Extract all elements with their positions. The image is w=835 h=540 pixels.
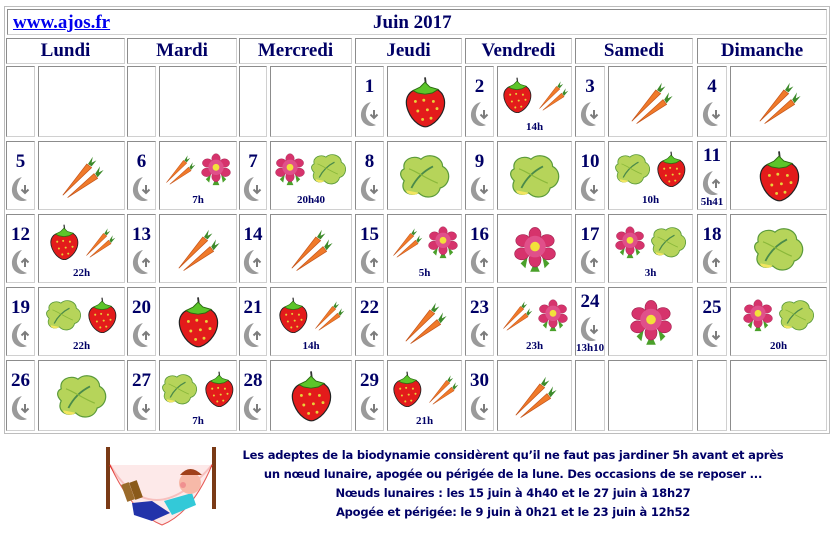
carrot-icon <box>627 78 675 126</box>
moon-descending-icon <box>701 322 723 348</box>
carrot-icon-wrap <box>58 152 106 200</box>
switch-time: 3h <box>644 267 657 279</box>
carrot-icon-wrap <box>511 372 559 420</box>
day-number: 30 <box>470 370 489 391</box>
strawberry-icon-wrap <box>755 149 803 202</box>
plant-icons <box>388 67 461 136</box>
carrot-icon-wrap <box>83 225 117 259</box>
day-number-cell-19 <box>6 287 35 356</box>
day-number-cell-21 <box>239 287 267 356</box>
day-plants-cell-20 <box>159 287 237 356</box>
moon-ascending-icon <box>579 249 601 275</box>
moon-descending-icon <box>359 101 381 127</box>
day-number: 16 <box>470 224 489 245</box>
day-number-cell-17 <box>575 214 605 283</box>
flower-icon <box>741 298 775 332</box>
day-plants-cell-14 <box>270 214 352 283</box>
day-plants-cell-29 <box>387 360 462 431</box>
flower-icon-wrap <box>426 225 460 259</box>
day-plants-cell-24 <box>608 287 693 356</box>
flower-icon <box>426 225 460 259</box>
day-number: 4 <box>707 76 717 97</box>
day-number: 27 <box>132 370 151 391</box>
day-plants-cell-13 <box>159 214 237 283</box>
moon-ascending-icon <box>469 249 491 275</box>
plant-icons <box>609 288 692 355</box>
weekday-header-mardi: Mardi <box>127 38 237 64</box>
plant-icons <box>498 361 571 430</box>
switch-time: 20h40 <box>296 194 326 206</box>
moon-ascending-icon <box>131 322 153 348</box>
moon-ascending-icon <box>131 249 153 275</box>
moon-descending-icon <box>359 395 381 421</box>
weekday-header-dimanche: Dimanche <box>697 38 827 64</box>
plant-icons <box>731 288 826 341</box>
day-number: 24 <box>580 291 600 312</box>
plant-icons <box>498 288 571 341</box>
flower-icon-wrap <box>613 225 647 259</box>
flower-icon <box>199 152 233 186</box>
carrot-icon-wrap <box>163 152 197 186</box>
switch-time: 23h <box>525 340 544 352</box>
strawberry-icon <box>202 370 236 407</box>
flower-icon-wrap <box>511 225 559 273</box>
moon-node-time: 13h10 <box>576 342 605 354</box>
strawberry-icon-wrap <box>287 369 335 422</box>
flower-icon <box>511 225 559 273</box>
carrot-icon <box>312 298 346 332</box>
day-number: 11 <box>703 145 721 166</box>
plant-icons <box>160 215 236 282</box>
strawberry-icon-wrap <box>174 295 222 348</box>
day-number: 26 <box>11 370 30 391</box>
plant-icons <box>609 67 692 136</box>
strawberry-icon-wrap <box>202 370 236 407</box>
switch-time: 14h <box>525 121 544 133</box>
day-plants-cell-12 <box>38 214 125 283</box>
carrot-icon <box>511 372 559 420</box>
day-plants-cell-21 <box>270 287 352 356</box>
carrot-icon <box>58 152 106 200</box>
day-number-cell-8 <box>355 141 384 210</box>
carrot-icon <box>83 225 117 259</box>
day-plants-cell-26 <box>38 360 125 431</box>
day-plants-cell-30 <box>497 360 572 431</box>
moon-ascending-icon <box>10 322 32 348</box>
empty-day-number-cell <box>575 360 605 431</box>
strawberry-icon <box>401 75 449 128</box>
lettuce-icon <box>160 372 199 406</box>
lettuce-icon <box>649 225 688 259</box>
lettuce-icon-wrap <box>44 298 83 332</box>
strawberry-icon <box>174 295 222 348</box>
day-number: 8 <box>364 151 375 172</box>
day-number: 25 <box>702 297 722 318</box>
moon-descending-icon <box>469 176 491 202</box>
carrot-icon-wrap <box>287 225 335 273</box>
switch-time: 22h <box>72 340 91 352</box>
carrot-icon <box>500 298 534 332</box>
flower-icon-wrap <box>627 298 675 346</box>
lettuce-icon <box>44 298 83 332</box>
moon-ascending-icon <box>242 249 264 275</box>
empty-day-cell <box>159 66 237 137</box>
day-number: 1 <box>364 76 375 97</box>
lettuce-icon-wrap <box>309 152 348 186</box>
plant-icons <box>731 142 826 209</box>
moon-ascending-icon <box>701 170 723 196</box>
switch-time: 7h <box>192 194 204 206</box>
plant-icons <box>498 67 571 122</box>
moon-ascending-icon <box>469 322 491 348</box>
day-number: 20 <box>132 297 151 318</box>
switch-time: 21h <box>415 415 434 427</box>
day-plants-cell-5 <box>38 141 125 210</box>
lettuce-icon-wrap <box>160 372 199 406</box>
empty-day-number-cell <box>6 66 35 137</box>
lettuce-icon <box>613 152 652 186</box>
day-number-cell-26 <box>6 360 35 431</box>
weekday-header-jeudi: Jeudi <box>355 38 462 64</box>
day-number-cell-4 <box>697 66 727 137</box>
day-number: 9 <box>474 151 485 172</box>
day-number-cell-27 <box>127 360 156 431</box>
day-plants-cell-28 <box>270 360 352 431</box>
strawberry-icon <box>755 149 803 202</box>
day-number: 29 <box>360 370 379 391</box>
lettuce-icon <box>397 152 452 200</box>
day-number-cell-20 <box>127 287 156 356</box>
moon-descending-icon <box>579 101 601 127</box>
day-number-cell-9 <box>465 141 494 210</box>
note-line-3: Nœuds lunaires : les 15 juin à 4h40 et le 27 juin à 18h27 <box>335 486 691 500</box>
moon-ascending-icon <box>10 249 32 275</box>
note-line-1: Les adeptes de la biodynamie considèrent qu’il ne faut pas jardiner 5h avant et après <box>242 448 784 462</box>
day-number-cell-29 <box>355 360 384 431</box>
carrot-icon <box>755 78 803 126</box>
strawberry-icon-wrap <box>500 76 534 113</box>
plant-icons <box>271 288 351 341</box>
strawberry-icon-wrap <box>85 296 119 333</box>
switch-time: 14h <box>302 340 320 352</box>
flower-icon <box>273 152 307 186</box>
day-number-cell-18 <box>697 214 727 283</box>
weekday-header-samedi: Samedi <box>575 38 693 64</box>
strawberry-icon <box>390 370 424 407</box>
month-title: Juin 2017 <box>373 12 452 33</box>
day-plants-cell-16 <box>497 214 572 283</box>
plant-icons <box>498 215 571 282</box>
carrot-icon <box>536 78 570 112</box>
empty-day-number-cell <box>239 66 267 137</box>
moon-descending-icon <box>701 101 723 127</box>
day-number-cell-13 <box>127 214 156 283</box>
strawberry-icon <box>47 223 81 260</box>
plant-icons <box>39 361 124 430</box>
moon-descending-icon <box>469 395 491 421</box>
switch-time: 5h <box>418 267 431 279</box>
strawberry-icon-wrap <box>401 75 449 128</box>
plant-icons <box>388 142 461 209</box>
day-number-cell-7 <box>239 141 267 210</box>
title-row <box>7 9 827 35</box>
switch-time: 22h <box>72 267 91 279</box>
day-plants-cell-3 <box>608 66 693 137</box>
day-number-cell-2 <box>465 66 494 137</box>
switch-time: 7h <box>192 415 204 427</box>
flower-icon-wrap <box>199 152 233 186</box>
day-number-cell-5 <box>6 141 35 210</box>
day-plants-cell-23 <box>497 287 572 356</box>
hammock-illustration <box>92 443 232 535</box>
day-plants-cell-2 <box>497 66 572 137</box>
day-number: 15 <box>360 224 379 245</box>
day-number: 10 <box>580 151 600 172</box>
day-plants-cell-18 <box>730 214 827 283</box>
weekday-header-vendredi: Vendredi <box>465 38 572 64</box>
plant-icons <box>388 215 461 268</box>
carrot-icon <box>390 225 424 259</box>
carrot-icon-wrap <box>500 298 534 332</box>
moon-ascending-icon <box>701 249 723 275</box>
day-plants-cell-15 <box>387 214 462 283</box>
strawberry-icon <box>276 296 310 333</box>
day-number-cell-28 <box>239 360 267 431</box>
lettuce-icon-wrap <box>397 152 452 200</box>
carrot-icon-wrap <box>312 298 346 332</box>
flower-icon-wrap <box>273 152 307 186</box>
day-plants-cell-17 <box>608 214 693 283</box>
day-number: 18 <box>702 224 722 245</box>
carrot-icon <box>163 152 197 186</box>
day-number: 28 <box>243 370 263 391</box>
lettuce-icon-wrap <box>507 152 562 200</box>
carrot-icon <box>426 372 460 406</box>
day-number-cell-1 <box>355 66 384 137</box>
plant-icons <box>271 215 351 282</box>
moon-descending-icon <box>242 395 264 421</box>
lettuce-icon <box>507 152 562 200</box>
strawberry-icon <box>287 369 335 422</box>
plant-icons <box>39 142 124 209</box>
moon-descending-icon <box>242 176 264 202</box>
calendar-table <box>4 6 830 434</box>
plant-icons <box>160 361 236 416</box>
day-number-cell-30 <box>465 360 494 431</box>
weekday-header-mercredi: Mercredi <box>239 38 352 64</box>
empty-day-number-cell <box>697 360 727 431</box>
day-plants-cell-9 <box>497 141 572 210</box>
moon-ascending-icon <box>242 322 264 348</box>
lettuce-icon <box>54 372 109 420</box>
weekday-header-lundi: Lundi <box>6 38 125 64</box>
moon-descending-icon <box>579 176 601 202</box>
man-in-hammock-icon <box>92 443 232 535</box>
day-plants-cell-10 <box>608 141 693 210</box>
day-number: 22 <box>360 297 379 318</box>
day-plants-cell-6 <box>159 141 237 210</box>
day-number: 13 <box>132 224 151 245</box>
note-line-4: Apogée et périgée: le 9 juin à 0h21 et le 23 juin à 12h52 <box>335 505 691 519</box>
day-number: 21 <box>243 297 263 318</box>
moon-descending-icon <box>131 176 153 202</box>
moon-descending-icon <box>469 101 491 127</box>
flower-icon-wrap <box>536 298 570 332</box>
plant-icons <box>731 67 826 136</box>
carrot-icon-wrap <box>174 225 222 273</box>
day-number-cell-15 <box>355 214 384 283</box>
plant-icons <box>271 361 351 430</box>
day-number: 14 <box>243 224 263 245</box>
lettuce-icon <box>309 152 348 186</box>
day-plants-cell-11 <box>730 141 827 210</box>
carrot-icon-wrap <box>390 225 424 259</box>
day-number: 3 <box>585 76 595 97</box>
empty-day-number-cell <box>127 66 156 137</box>
day-number-cell-6 <box>127 141 156 210</box>
day-plants-cell-4 <box>730 66 827 137</box>
plant-icons <box>160 142 236 195</box>
lettuce-icon-wrap <box>613 152 652 186</box>
moon-descending-icon <box>131 395 153 421</box>
moon-ascending-icon <box>359 249 381 275</box>
day-plants-cell-8 <box>387 141 462 210</box>
moon-descending-icon <box>579 316 601 342</box>
day-plants-cell-7 <box>270 141 352 210</box>
flower-icon <box>613 225 647 259</box>
empty-day-cell <box>730 360 827 431</box>
lettuce-icon-wrap <box>777 298 816 332</box>
day-number: 6 <box>136 151 147 172</box>
day-number-cell-3 <box>575 66 605 137</box>
day-plants-cell-25 <box>730 287 827 356</box>
flower-icon-wrap <box>741 298 775 332</box>
carrot-icon-wrap <box>627 78 675 126</box>
flower-icon <box>536 298 570 332</box>
moon-node-time: 5h41 <box>700 196 724 208</box>
plant-icons <box>609 215 692 268</box>
day-number: 17 <box>580 224 600 245</box>
empty-day-cell <box>270 66 352 137</box>
plant-icons <box>39 288 124 341</box>
day-plants-cell-19 <box>38 287 125 356</box>
strawberry-icon <box>500 76 534 113</box>
day-number: 5 <box>15 151 26 172</box>
day-plants-cell-1 <box>387 66 462 137</box>
moon-descending-icon <box>359 176 381 202</box>
site-link[interactable]: www.ajos.fr <box>13 12 111 33</box>
empty-day-cell <box>38 66 125 137</box>
lettuce-icon-wrap <box>54 372 109 420</box>
day-number-cell-11 <box>697 141 727 210</box>
day-number: 12 <box>11 224 30 245</box>
day-number-cell-24 <box>575 287 605 356</box>
carrot-icon-wrap <box>536 78 570 112</box>
carrot-icon-wrap <box>426 372 460 406</box>
strawberry-icon-wrap <box>654 150 688 187</box>
strawberry-icon-wrap <box>390 370 424 407</box>
plant-icons <box>731 215 826 282</box>
lettuce-icon-wrap <box>649 225 688 259</box>
strawberry-icon-wrap <box>276 296 310 333</box>
lettuce-icon-wrap <box>751 225 806 273</box>
day-number-cell-12 <box>6 214 35 283</box>
lettuce-icon <box>751 225 806 273</box>
day-number: 23 <box>470 297 489 318</box>
note-line-2: un nœud lunaire, apogée ou périgée de la lune. Des occasions de se reposer ... <box>263 467 763 481</box>
day-number-cell-10 <box>575 141 605 210</box>
carrot-icon-wrap <box>755 78 803 126</box>
moon-ascending-icon <box>359 322 381 348</box>
plant-icons <box>271 142 351 195</box>
day-number-cell-25 <box>697 287 727 356</box>
biodynamics-note <box>228 446 798 522</box>
strawberry-icon <box>85 296 119 333</box>
day-number-cell-22 <box>355 287 384 356</box>
day-number: 19 <box>11 297 30 318</box>
plant-icons <box>39 215 124 268</box>
plant-icons <box>498 142 571 209</box>
day-number: 7 <box>248 151 258 172</box>
carrot-icon <box>174 225 222 273</box>
plant-icons <box>609 142 692 195</box>
day-plants-cell-22 <box>387 287 462 356</box>
flower-icon <box>627 298 675 346</box>
carrot-icon <box>401 298 449 346</box>
day-number: 2 <box>474 76 485 97</box>
switch-time: 20h <box>769 340 788 352</box>
moon-descending-icon <box>10 176 32 202</box>
day-plants-cell-27 <box>159 360 237 431</box>
carrot-icon-wrap <box>401 298 449 346</box>
plant-icons <box>388 361 461 416</box>
moon-descending-icon <box>10 395 32 421</box>
switch-time: 10h <box>641 194 660 206</box>
empty-day-cell <box>608 360 693 431</box>
plant-icons <box>160 288 236 355</box>
plant-icons <box>388 288 461 355</box>
day-number-cell-14 <box>239 214 267 283</box>
carrot-icon <box>287 225 335 273</box>
lettuce-icon <box>777 298 816 332</box>
day-number-cell-16 <box>465 214 494 283</box>
strawberry-icon <box>654 150 688 187</box>
strawberry-icon-wrap <box>47 223 81 260</box>
day-number-cell-23 <box>465 287 494 356</box>
